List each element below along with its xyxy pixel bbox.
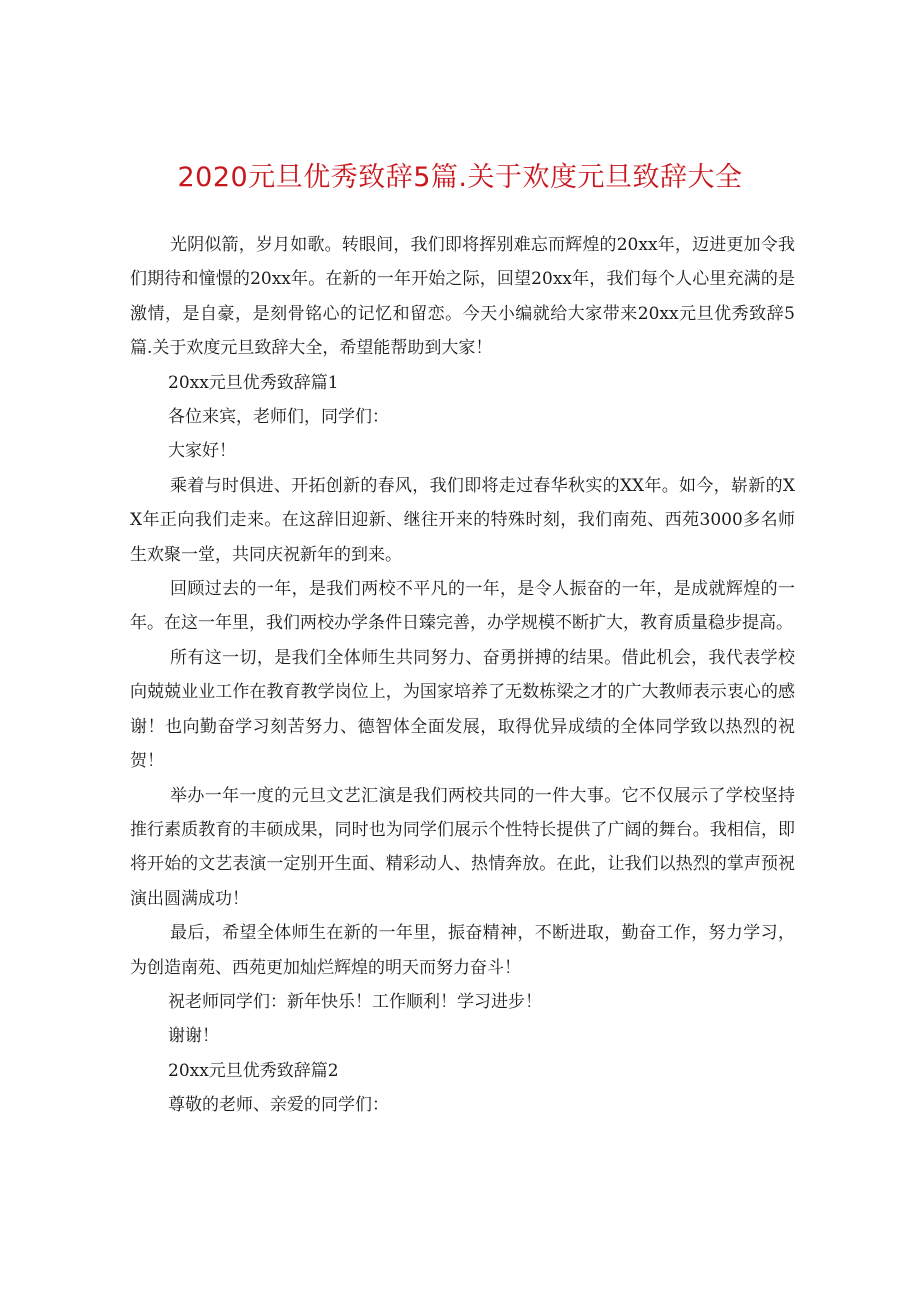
section-heading-2: 20xx元旦优秀致辞篇2 (168, 1060, 339, 1081)
intro-paragraph: 光阴似箭，岁月如歌。转眼间，我们即将挥别难忘而辉煌的20xx年，迈进更加令我们期待和憧憬的20xx年。在新的一年开始之际，回望20xx年，我们每个人心里充满的是激情，是自豪，是刻骨铭心的记忆和留恋。今天小编就给大家带来20xx元旦优秀致辞5篇.关于欢度元旦致辞大全，希望能帮助到大家！ (130, 235, 795, 359)
body-paragraph: 举办一年一度的元旦文艺汇演是我们两校共同的一件大事。它不仅展示了学校坚持推行素质教育的丰硕成果，同时也为同学们展示个性特长提供了广阔的舞台。我相信，即将开始的文艺表演一定别开生面、精彩动人、热情奔放。在此，让我们以热烈的掌声预祝演出圆满成功！ (130, 785, 795, 909)
thanks: 谢谢！ (168, 1026, 219, 1047)
body-paragraph: 所有这一切，是我们全体师生共同努力、奋勇拼搏的结果。借此机会，我代表学校向兢兢业业工作在教育教学岗位上，为国家培养了无数栋梁之才的广大教师表示衷心的感谢！也向勤奋学习刻苦努力、德智体全面发展，取得优异成绩的全体同学致以热烈的祝贺！ (130, 647, 795, 772)
document-title: 2020元旦优秀致辞5篇.关于欢度元旦致辞大全 (177, 162, 743, 193)
salutation-2: 尊敬的老师、亲爱的同学们： (168, 1095, 389, 1116)
document-body (130, 228, 795, 1123)
salutation: 各位来宾，老师们，同学们： (168, 407, 389, 428)
body-paragraph: 乘着与时俱进、开拓创新的春风，我们即将走过春华秋实的XX年。如今，崭新的XX年正向我们走来。在这辞旧迎新、继往开来的特殊时刻，我们南苑、西苑3000多名师生欢聚一堂，共同庆祝新年的到来。 (130, 475, 795, 565)
body-paragraph: 最后，希望全体师生在新的一年里，振奋精神，不断进取，勤奋工作，努力学习，为创造南苑、西苑更加灿烂辉煌的明天而努力奋斗！ (130, 923, 795, 978)
section-heading-1: 20xx元旦优秀致辞篇1 (168, 372, 339, 393)
closing-wish: 祝老师同学们：新年快乐！工作顺利！学习进步！ (168, 991, 542, 1012)
body-paragraph: 回顾过去的一年，是我们两校不平凡的一年，是令人振奋的一年，是成就辉煌的一年。在这一年里，我们两校办学条件日臻完善，办学规模不断扩大，教育质量稳步提高。 (130, 579, 795, 634)
greeting: 大家好！ (168, 441, 236, 462)
